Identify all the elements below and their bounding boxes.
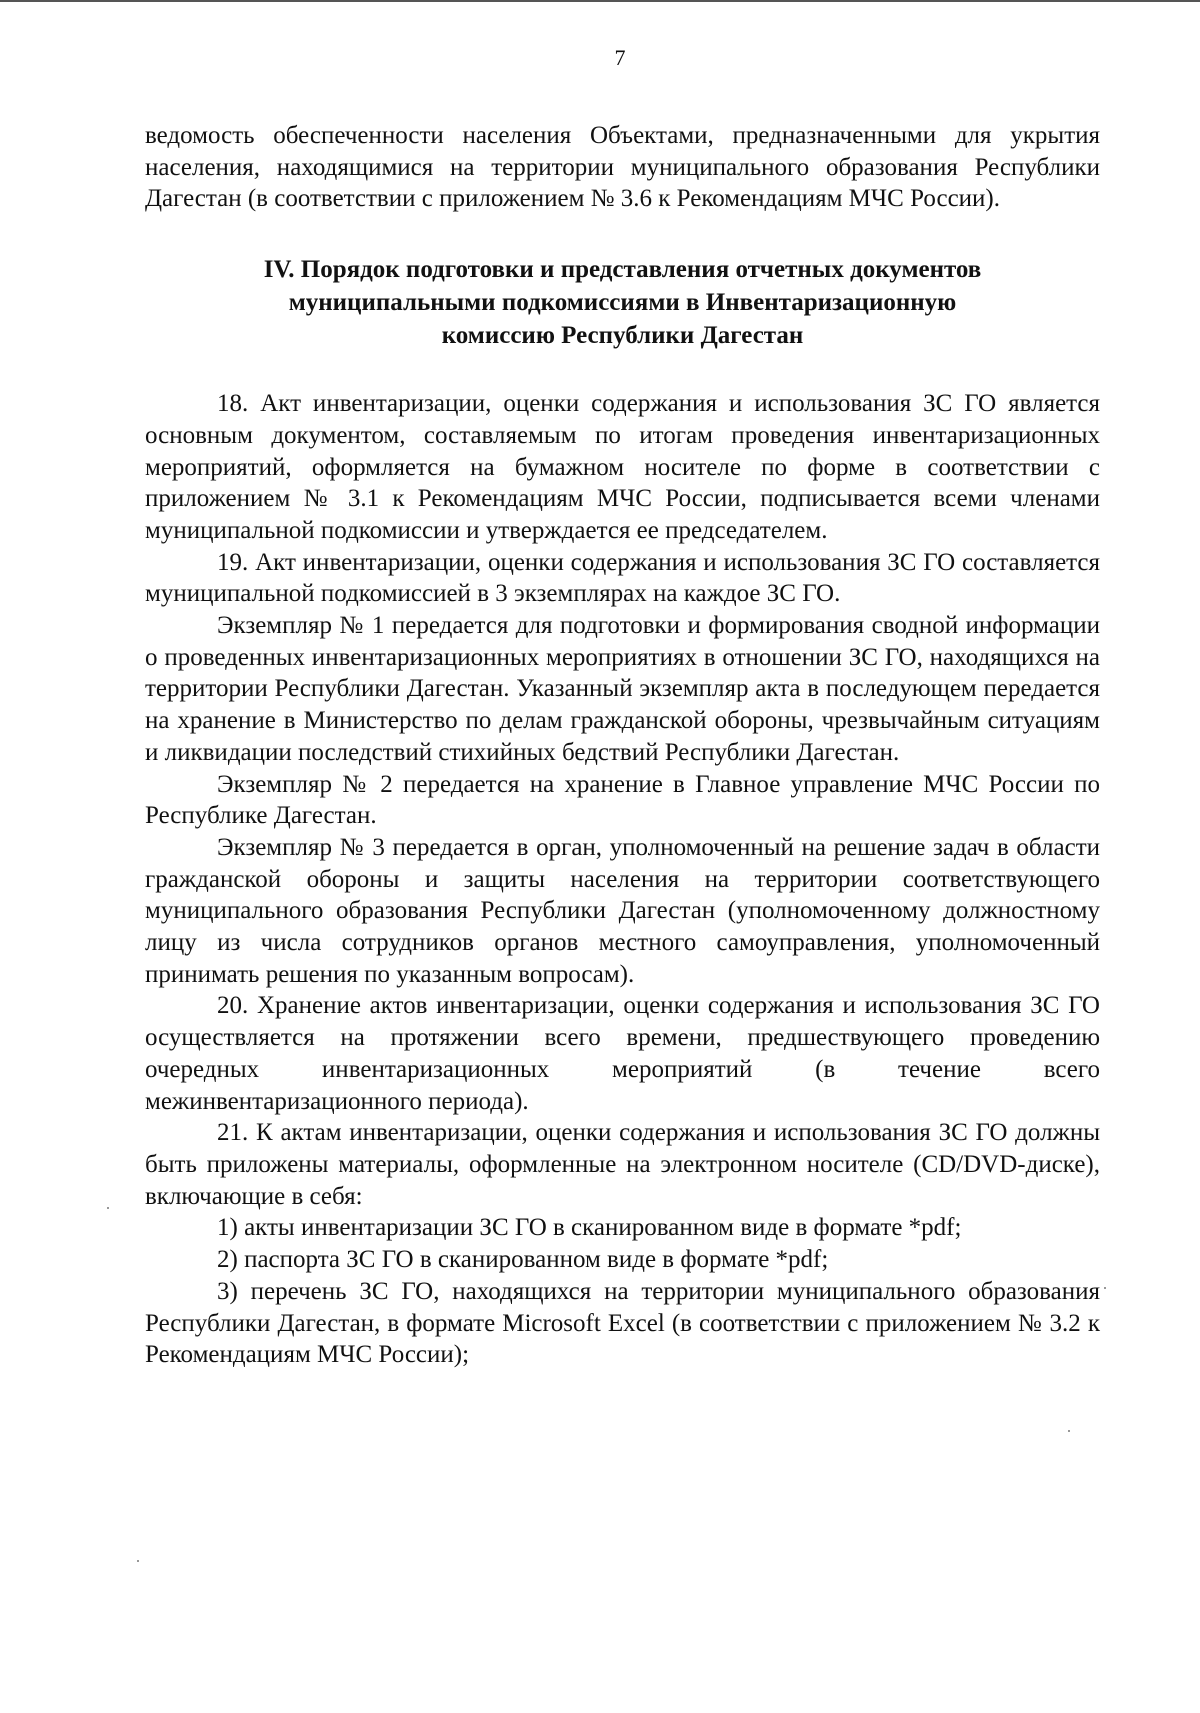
paragraph-copy-1: Экземпляр № 1 передается для подготовки и формирования сводной информации о проведенных инвентаризационных мероприятиях в отношении ЗС ГО, находящихся на территории Республики Дагестан. Указанный экземпляр акта в последующем передается на хранение в Министерство по делам гражданской обороны, чрезвычайным ситуациям и ликвидации последствий стихийных бедствий Республики Дагестан. xyxy=(145,612,1100,766)
list-item-3: 3) перечень ЗС ГО, находящихся на территории муниципального образования Республики Дагестан, в формате Microsoft Excel (в соответствии с приложением № 3.2 к Рекомендациям МЧС России); xyxy=(145,1277,1100,1369)
section-heading-line-2: муниципальными подкомиссиями в Инвентаризационную xyxy=(288,289,957,317)
paragraph-copy-3: Экземпляр № 3 передается в орган, уполномоченный на решение задач в области гражданской обороны и защиты населения на территории соответствующего муниципального образования Республики Дагестан (уполномоченному должностному лицу из числа сотрудников органов местного самоуправления, уполномоченный принимать решения по указанным вопросам). xyxy=(145,833,1100,988)
list-item-1: 1) акты инвентаризации ЗС ГО в сканированном виде в формате *pdf; xyxy=(217,1214,962,1242)
scan-top-edge xyxy=(0,0,1200,2)
paragraph-copy-2: Экземпляр № 2 передается на хранение в Главное управление МЧС России по Республике Дагестан. xyxy=(145,770,1100,830)
paragraph-21: 21. К актам инвентаризации, оценки содержания и использования ЗС ГО должны быть приложены материалы, оформленные на электронном носителе (CD/DVD-диске), включающие в себя: xyxy=(145,1119,1100,1210)
list-item-2: 2) паспорта ЗС ГО в сканированном виде в формате *pdf; xyxy=(217,1246,829,1274)
section-heading-line-3: комиссию Республики Дагестан xyxy=(441,322,804,350)
page-number: 7 xyxy=(614,45,626,70)
scan-speck xyxy=(1068,1430,1070,1432)
scan-speck xyxy=(1104,1287,1106,1289)
intro-paragraph: ведомость обеспеченности населения Объектами, предназначенными для укрытия населения, находящимися на территории муниципального образования Республики Дагестан (в соответствии с приложением № 3.6 к Рекомендациям МЧС России). xyxy=(145,122,1100,213)
scan-speck xyxy=(107,1207,109,1209)
section-heading xyxy=(145,253,1100,352)
scan-speck xyxy=(137,1560,139,1562)
section-heading-line-1: IV. Порядок подготовки и представления отчетных документов xyxy=(263,256,982,284)
paragraph-19: 19. Акт инвентаризации, оценки содержания и использования ЗС ГО составляется муниципальной подкомиссией в 3 экземплярах на каждое ЗС ГО. xyxy=(145,548,1100,608)
paragraph-20: 20. Хранение актов инвентаризации, оценки содержания и использования ЗС ГО осуществляется на протяжении всего времени, предшествующего проведению очередных инвентаризационных мероприятий (в течение всего межинвентаризационного периода). xyxy=(145,992,1100,1115)
paragraph-18: 18. Акт инвентаризации, оценки содержания и использования ЗС ГО является основным документом, составляемым по итогам проведения инвентаризационных мероприятий, оформляется на бумажном носителе по форме в соответствии с приложением № 3.1 к Рекомендациям МЧС России, подписывается всеми членами муниципальной подкомиссии и утверждается ее председателем. xyxy=(145,390,1100,544)
document-body xyxy=(145,120,1100,1371)
